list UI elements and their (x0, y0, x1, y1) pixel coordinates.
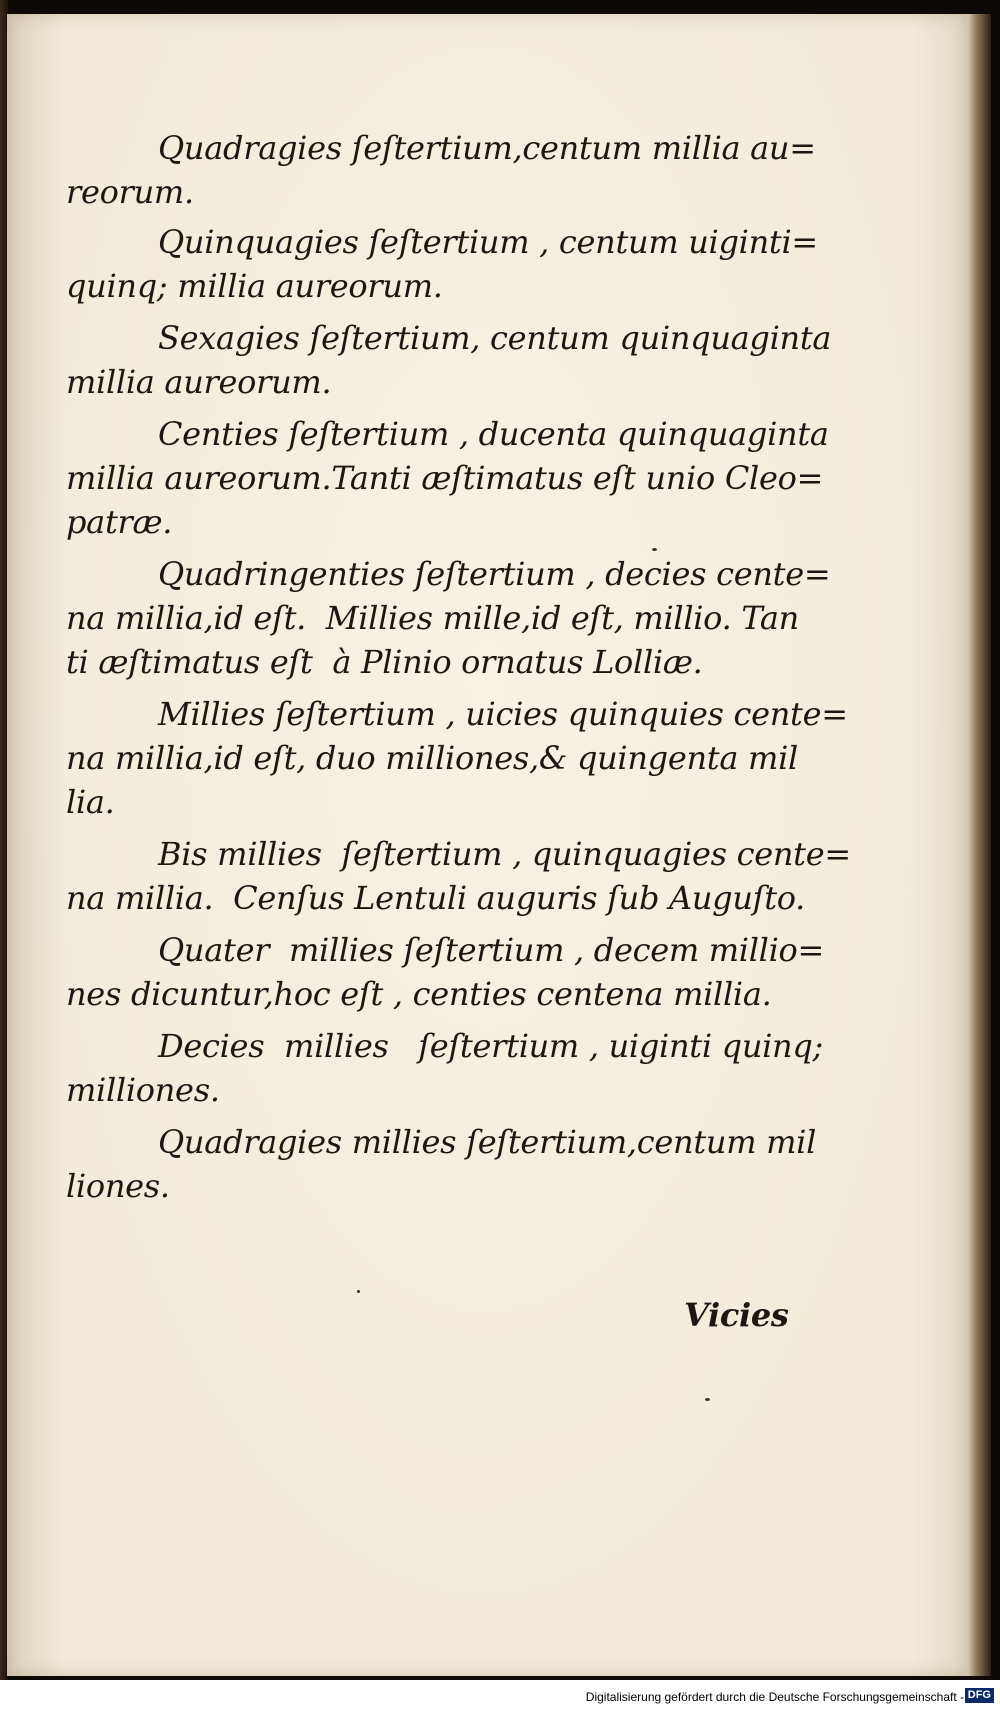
text-line: lia. (66, 783, 115, 821)
text-line: Sexagies ſeſtertium, centum quinquaginta (158, 319, 832, 357)
text-line: millia aureorum.Tanti æſtimatus eſt unio Cleo= (66, 459, 824, 497)
text-line: ti æſtimatus eſt à Plinio ornatus Lolliæ. (66, 643, 703, 681)
page-edge (967, 14, 991, 1676)
text-line: Quadragies ſeſtertium,centum millia au= (158, 129, 816, 167)
paper-speck (705, 1398, 710, 1401)
text-line: reorum. (66, 173, 194, 211)
text-line: milliones. (66, 1071, 220, 1109)
text-line: patræ. (66, 503, 173, 541)
text-line: na millia,id eſt. Millies mille,id eſt, millio. Tan (66, 599, 799, 637)
text-line: Quadringenties ſeſtertium , decies cente= (158, 555, 831, 593)
dfg-logo: DFG (965, 1688, 994, 1703)
text-line: quinq; millia aureorum. (66, 267, 443, 305)
text-line: Decies millies ſeſtertium , uiginti quinq; (158, 1027, 824, 1065)
digitization-credit: Digitalisierung gefördert durch die Deutsche Forschungsgemeinschaft - (585, 1690, 964, 1704)
catchword: Vicies (684, 1296, 789, 1334)
text-line: Centies ſeſtertium , ducenta quinquaginta (158, 415, 829, 453)
text-line: Quater millies ſeſtertium , decem millio= (158, 931, 825, 969)
text-line: na millia. Cenſus Lentuli auguris ſub Auguſto. (66, 879, 806, 917)
paper-speck (652, 548, 657, 551)
text-line: Quadragies millies ſeſtertium,centum mil (158, 1123, 817, 1161)
text-line: Bis millies ſeſtertium , quinquagies cente= (158, 835, 851, 873)
text-line: Quinquagies ſeſtertium , centum uiginti= (158, 223, 818, 261)
text-line: na millia,id eſt, duo milliones,& quingenta mil (66, 739, 798, 777)
text-line: liones. (66, 1167, 170, 1205)
text-line: nes dicuntur,hoc eſt , centies centena millia. (66, 975, 772, 1013)
paper-speck (357, 1290, 360, 1293)
text-line: millia aureorum. (66, 363, 332, 401)
text-line: Millies ſeſtertium , uicies quinquies cente= (158, 695, 848, 733)
